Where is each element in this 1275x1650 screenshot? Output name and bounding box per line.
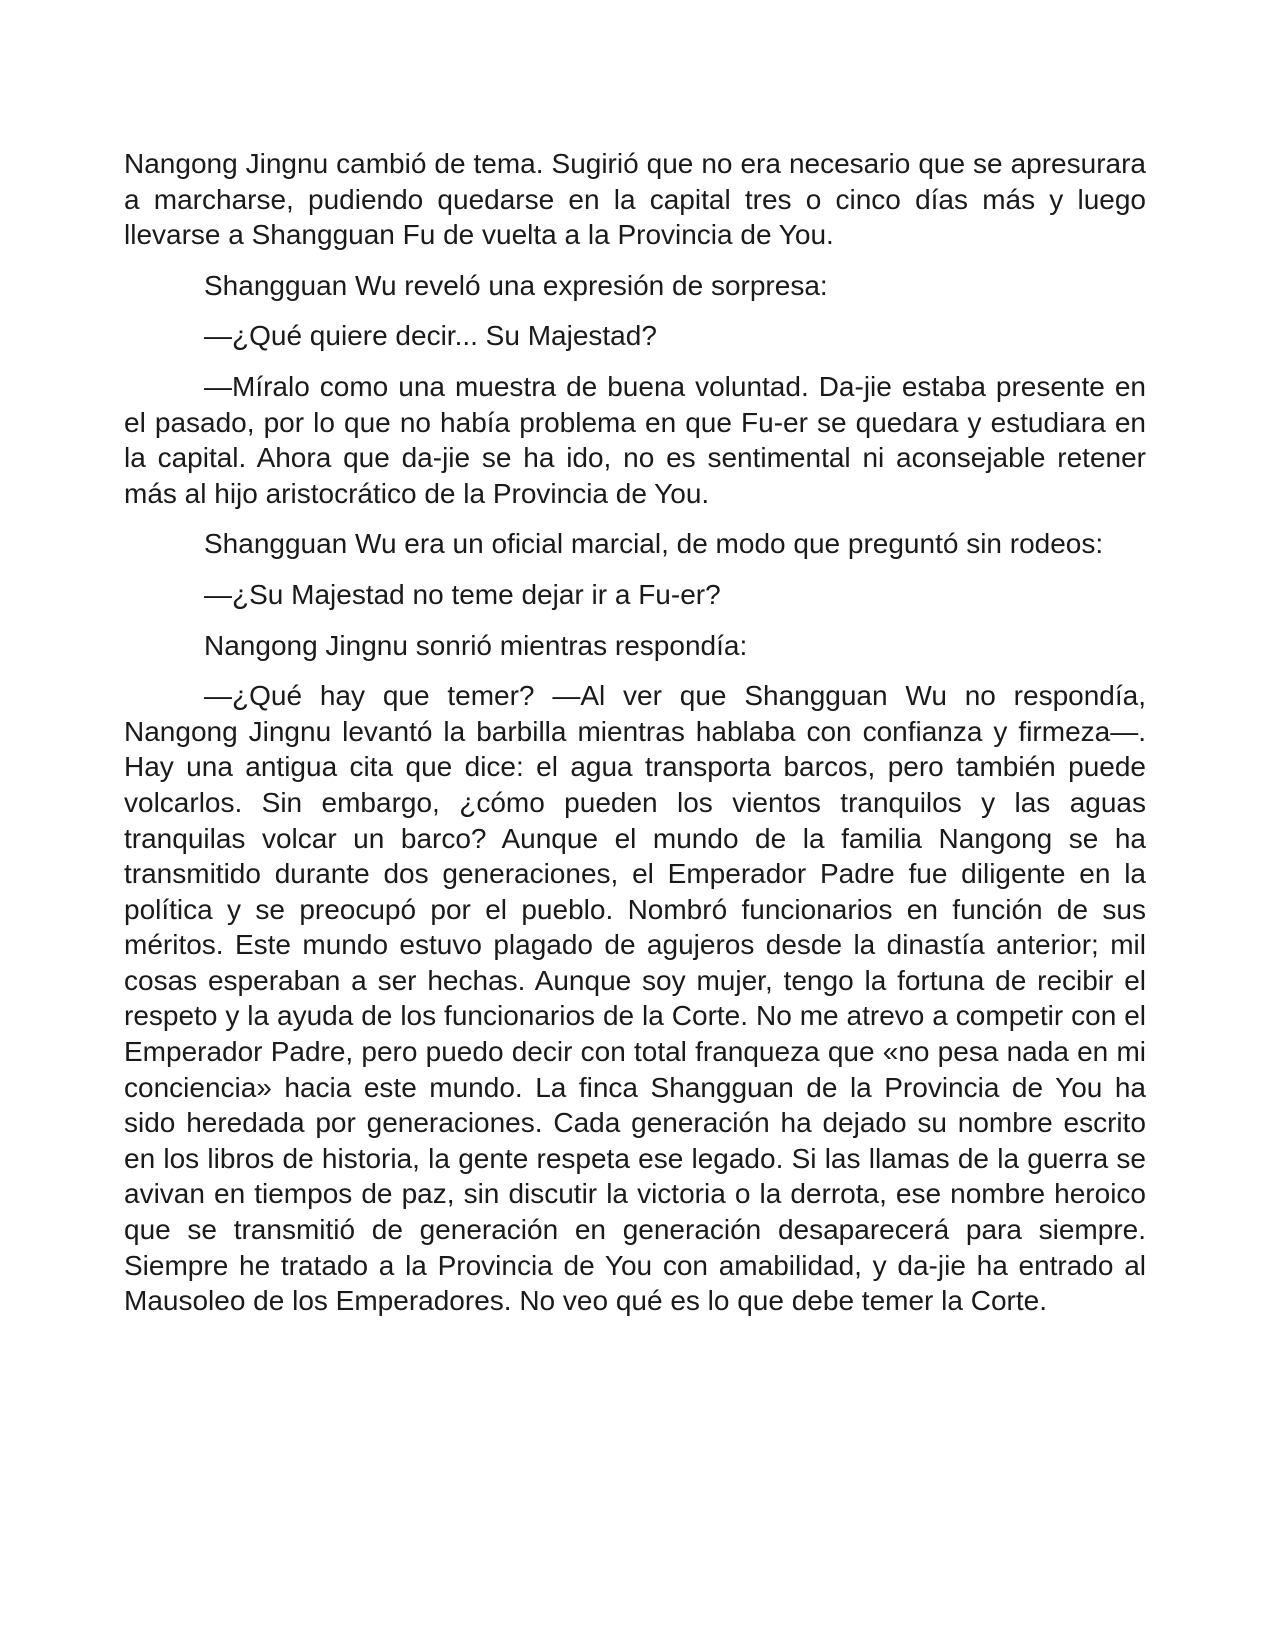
paragraph-1: Nangong Jingnu cambió de tema. Sugirió que no era necesario que se apresurara a marcharse, pudiendo quedarse en la capital tres o cinco días más y luego llevarse a Shangguan Fu de vuelta a la Provincia de You. xyxy=(124,148,1146,251)
paragraph-5: Shangguan Wu era un oficial marcial, de modo que preguntó sin rodeos: xyxy=(204,528,1104,560)
paragraph-7: Nangong Jingnu sonrió mientras respondía: xyxy=(204,629,748,661)
body-text xyxy=(124,146,1146,1334)
paragraph-4: —Míralo como una muestra de buena voluntad. Da-jie estaba presente en el pasado, por lo que no había problema en que Fu-er se quedara y estudiara en la capital. Ahora que da-jie se ha ido, no es sentimental ni aconsejable retener más al hijo aristocrático de la Provincia de You. xyxy=(124,370,1146,509)
paragraph-2: Shangguan Wu reveló una expresión de sorpresa: xyxy=(204,269,828,301)
paragraph-6: —¿Su Majestad no teme dejar ir a Fu-er? xyxy=(204,578,721,610)
paragraph-3: —¿Qué quiere decir... Su Majestad? xyxy=(204,320,657,352)
paragraph-8: —¿Qué hay que temer? —Al ver que Shangguan Wu no respondía, Nangong Jingnu levantó la barbilla mientras hablaba con confianza y firmeza—. Hay una antigua cita que dice: el agua transporta barcos, pero también puede volcarlos. Sin embargo, ¿cómo pueden los vientos tranquilos y las aguas tranquilas volcar un barco? Aunque el mundo de la familia Nangong se ha transmitido durante dos generaciones, el Emperador Padre fue diligente en la política y se preocupó por el pueblo. Nombró funcionarios en función de sus méritos. Este mundo estuvo plagado de agujeros desde la dinastía anterior; mil cosas esperaban a ser hechas. Aunque soy mujer, tengo la fortuna de recibir el respeto y la ayuda de los funcionarios de la Corte. No me atrevo a competir con el Emperador Padre, pero puedo decir con total franqueza que «no pesa nada en mi conciencia» hacia este mundo. La finca Shangguan de la Provincia de You ha sido heredada por generaciones. Cada generación ha dejado su nombre escrito en los libros de historia, la gente respeta ese legado. Si las llamas de la guerra se avivan en tiempos de paz, sin discutir la victoria o la derrota, ese nombre heroico que se transmitió de generación en generación desaparecerá para siempre. Siempre he tratado a la Provincia de You con amabilidad, y da-jie ha entrado al Mausoleo de los Emperadores. No veo qué es lo que debe temer la Corte. xyxy=(124,680,1146,1317)
